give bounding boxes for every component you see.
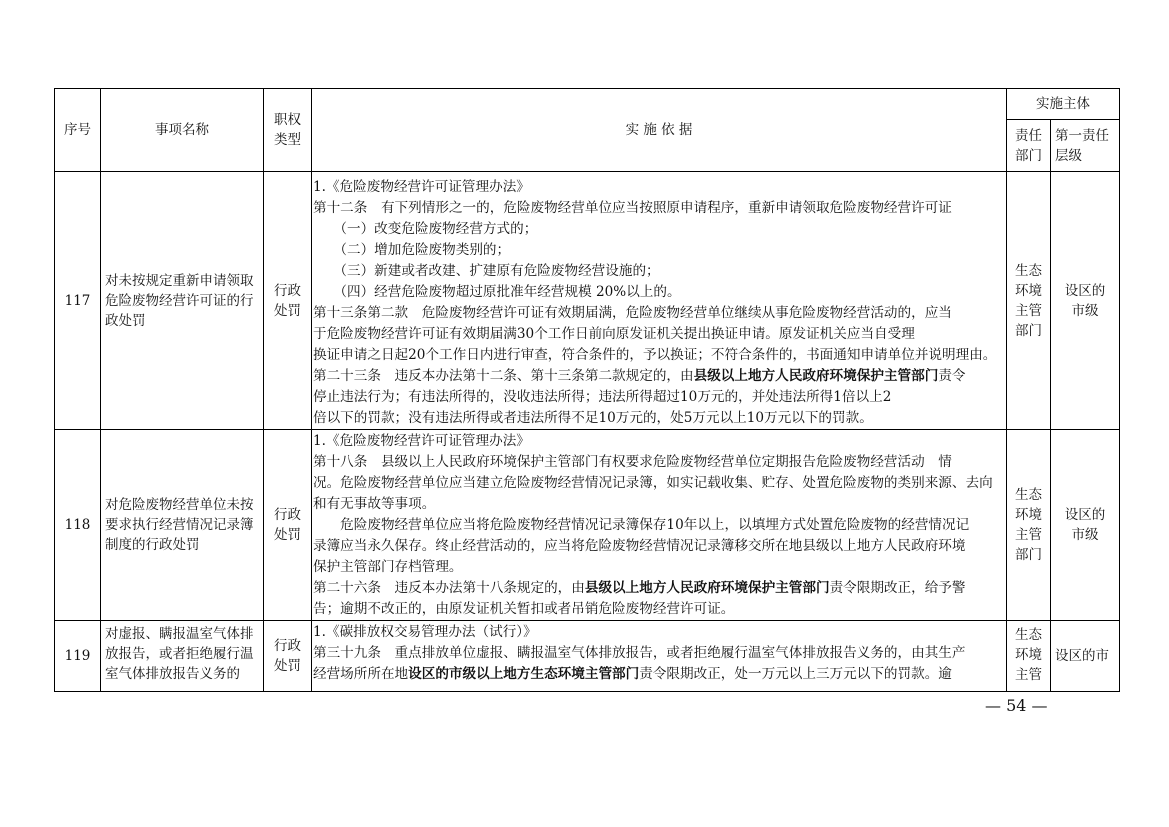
basis-text: 1.《危险废物经营许可证管理办法》 [313, 179, 530, 195]
basis-line [313, 282, 1005, 303]
page-number: — 54 — [985, 696, 1048, 715]
row-dept: 生态环境主管部门 [1015, 487, 1042, 563]
basis-line [313, 599, 1005, 620]
basis-text: （一）改变危险废物经营方式的； [313, 221, 538, 237]
basis-text: 第十三条第二款 危险废物经营许可证有效期届满，危险废物经营单位继续从事危险废物经营活动的，应当 [313, 305, 952, 321]
basis-line [313, 219, 1005, 240]
row-basis [313, 622, 1005, 685]
basis-authority-bold: 县级以上地方人民政府环境保护主管部门 [693, 368, 939, 384]
basis-text: 责令 [938, 368, 966, 384]
basis-authority-bold: 县级以上地方人民政府环境保护主管部门 [584, 580, 830, 596]
basis-text: 1.《碳排放权交易管理办法（试行）》 [313, 624, 537, 640]
row-basis [313, 177, 1005, 429]
basis-text: 于危险废物经营许可证有效期届满30个工作日前向原发证机关提出换证申请。原发证机关应当自受理 [313, 326, 915, 342]
basis-text: 责令限期改正，处一万元以上三万元以下的罚款。逾 [639, 666, 952, 682]
basis-text: （四）经营危险废物超过原批准年经营规模 20%以上的。 [313, 284, 681, 300]
basis-authority-bold: 设区的市级以上地方生态环境主管部门 [408, 666, 640, 682]
header-level: 第一责任层级 [1055, 127, 1109, 164]
basis-line [313, 494, 1005, 515]
basis-line [313, 622, 1005, 643]
header-subject: 实施主体 [1036, 96, 1090, 112]
basis-text: 危险废物经营单位应当将危险废物经营情况记录簿保存10年以上，以填埋方式处置危险废物的经营情况记 [313, 517, 970, 533]
basis-line [313, 366, 1005, 387]
basis-text: （二）增加危险废物类别的； [313, 242, 511, 258]
basis-text: 录簿应当永久保存。终止经营活动的，应当将危险废物经营情况记录簿移交所在地县级以上地方人民政府环境 [313, 538, 966, 554]
basis-line [313, 408, 1005, 429]
basis-line [313, 261, 1005, 282]
basis-text: 责令限期改正，给予警 [829, 580, 966, 596]
basis-line [313, 387, 1005, 408]
basis-line [313, 515, 1005, 536]
basis-text: 况。危险废物经营单位应当建立危险废物经营情况记录簿，如实记载收集、贮存、处置危险废物的类别来源、去向 [313, 475, 993, 491]
basis-text: 第十二条 有下列情形之一的，危险废物经营单位应当按照原申请程序，重新申请领取危险废物经营许可证 [313, 200, 952, 216]
row-level: 设区的市级 [1064, 282, 1106, 319]
basis-text: 第二十三条 违反本办法第十二条、第十三条第二款规定的，由 [313, 368, 694, 384]
row-type: 行政处罚 [274, 638, 301, 674]
basis-line [313, 324, 1005, 345]
row-seq: 118 [64, 517, 91, 533]
basis-line [313, 345, 1005, 366]
row-basis [313, 431, 1005, 620]
basis-text: 经营场所所在地 [313, 666, 409, 682]
header-name: 事项名称 [155, 122, 209, 138]
row-name: 对未按规定重新申请领取危险废物经营许可证的行政处罚 [105, 272, 254, 329]
basis-line [313, 578, 1005, 599]
row-seq: 117 [64, 292, 91, 309]
basis-text: （三）新建或者改建、扩建原有危险废物经营设施的； [313, 263, 660, 279]
basis-text: 第十八条 县级以上人民政府环境保护主管部门有权要求危险废物经营单位定期报告危险废物经营活动 情 [313, 454, 952, 470]
basis-line [313, 664, 1005, 685]
basis-text: 和有无事故等事项。 [313, 496, 436, 512]
row-level: 设区的市 [1055, 648, 1109, 664]
row-type: 行政处罚 [274, 507, 301, 543]
header-seq: 序号 [64, 122, 91, 138]
row-dept: 生态环境主管部门 [1015, 262, 1042, 339]
header-basis: 实 施 依 据 [625, 122, 693, 138]
header-type: 职权类型 [274, 112, 301, 148]
basis-text: 第二十六条 违反本办法第十八条规定的，由 [313, 580, 585, 596]
row-name: 对虚报、瞒报温室气体排放报告，或者拒绝履行温室气体排放报告义务的 [105, 626, 254, 682]
row-name: 对危险废物经营单位未按要求执行经营情况记录簿制度的行政处罚 [105, 497, 254, 553]
basis-text: 告；逾期不改正的，由原发证机关暂扣或者吊销危险废物经营许可证。 [313, 601, 735, 617]
row-dept: 生态环境主管 [1015, 627, 1042, 683]
basis-line [313, 557, 1005, 578]
basis-text: 换证申请之日起20个工作日内进行审查，符合条件的，予以换证；不符合条件的，书面通知申请单位并说明理由。 [313, 347, 997, 363]
basis-line [313, 473, 1005, 494]
basis-text: 1.《危险废物经营许可证管理办法》 [313, 433, 530, 449]
row-level: 设区的市级 [1064, 507, 1106, 543]
basis-line [313, 452, 1005, 473]
basis-text: 保护主管部门存档管理。 [313, 559, 463, 575]
row-seq: 119 [64, 648, 91, 664]
basis-line [313, 643, 1005, 664]
basis-text: 停止违法行为；有违法所得的，没收违法所得；违法所得超过10万元的，并处违法所得1倍以上2 [313, 389, 892, 405]
header-dept: 责任部门 [1015, 127, 1042, 164]
row-type: 行政处罚 [274, 282, 301, 319]
basis-line [313, 303, 1005, 324]
basis-line [313, 431, 1005, 452]
basis-line [313, 536, 1005, 557]
basis-line [313, 198, 1005, 219]
basis-text: 第三十九条 重点排放单位虚报、瞒报温室气体排放报告，或者拒绝履行温室气体排放报告义务的，由其生产 [313, 645, 966, 661]
basis-line [313, 240, 1005, 261]
basis-text: 倍以下的罚款；没有违法所得或者违法所得不足10万元的，处5万元以上10万元以下的罚款。 [313, 410, 873, 426]
basis-line [313, 177, 1005, 198]
enforcement-table [54, 88, 1120, 692]
